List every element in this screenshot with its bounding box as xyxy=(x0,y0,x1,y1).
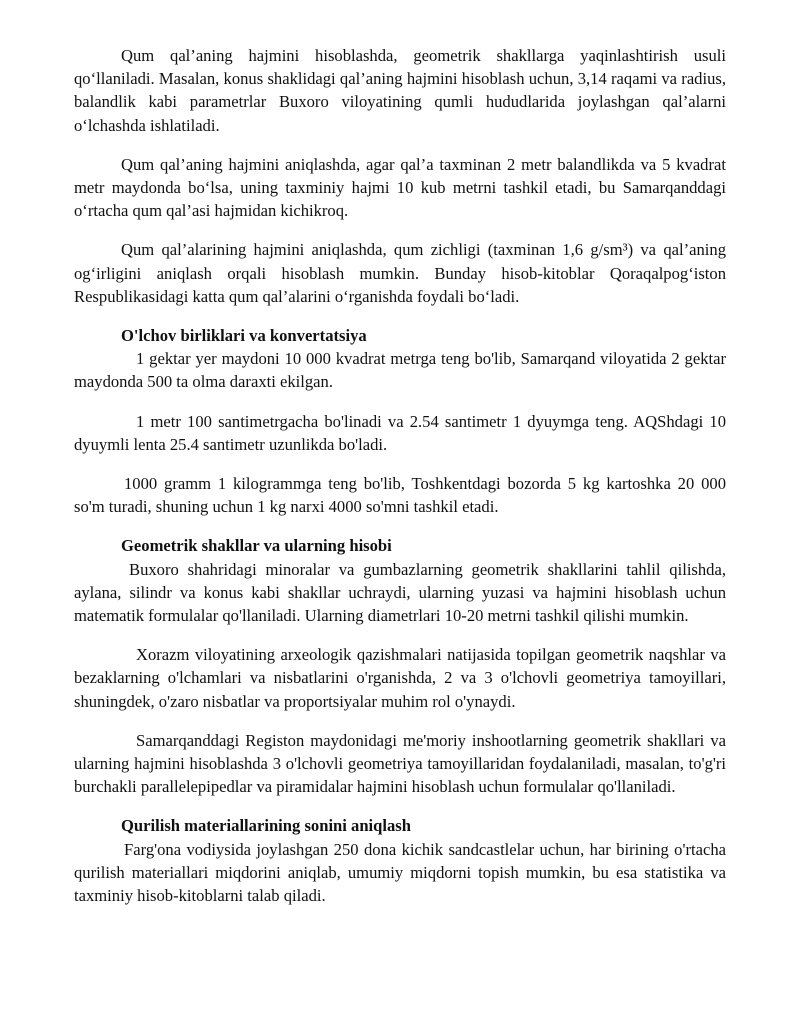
heading-geometric-shapes: Geometrik shakllar va ularning hisobi xyxy=(121,536,392,556)
paragraph-gram-kilogram: 1000 gramm 1 kilogrammga teng bo'lib, Toshkentdagi bozorda 5 kg kartoshka 20 000 so'm turadi, shuning uchun 1 kg narxi 4000 so'mni tashkil etadi. xyxy=(74,474,726,517)
paragraph-sand-density: Qum qal’alarining hajmini aniqlashda, qum zichligi (taxminan 1,6 g/sm³) va qal’aning og‘irligini aniqlash orqali hisoblash mumkin. Bunday hisob-kitoblar Qoraqalpog‘iston Respublikasidagi katta qum qal’alarini o‘rganishda foydali bo‘ladi. xyxy=(74,240,726,306)
paragraph-sandcastle-volume-example: Qum qal’aning hajmini aniqlashda, agar qal’a taxminan 2 metr balandlikda va 5 kvadrat metr maydonda bo‘lsa, uning taxminiy hajmi 10 kub metrni tashkil etadi, bu Samarqanddagi o‘rtacha qum qal’asi hajmidan kichikroq. xyxy=(74,154,726,221)
heading-building-materials: Qurilish materiallarining sonini aniqlash xyxy=(121,816,411,836)
paragraph-registan-geometry: Samarqanddagi Registon maydonidagi me'moriy inshootlarning geometrik shakllari va ularning hajmini hisoblashda 3 o'lchovli geometriya tamoyillaridan foydalaniladi, masalan, to'g'ri burchakli parallelepipedlar va piramidalar hajmini hisoblash uchun formulalar qo'llaniladi. xyxy=(74,730,726,797)
paragraph-khorezm-patterns: Xorazm viloyatining arxeologik qazishmalari natijasida topilgan geometrik naqshlar va bezaklarning o'lchamlari va nisbatlarini o'rganishda, 2 va 3 o'lchovli geometriya tamoyillari, shuningdek, o'zaro nisbatlar va proportsiyalar muhim rol o'ynaydi. xyxy=(74,645,726,711)
paragraph-sandcastle-volume-method: Qum qal’aning hajmini hisoblashda, geometrik shakllarga yaqinlashtirish usuli qo‘llaniladi. Masalan, konus shaklidagi qal’aning hajmini hisoblash uchun, 3,14 raqami va radius, balandlik kabi parametrlar Buxoro viloyatining qumli hududlarida joylashgan qal’alarni o‘lchashda ishlatiladi. xyxy=(74,46,726,135)
heading-units-conversion: O'lchov birliklari va konvertatsiya xyxy=(121,326,367,346)
paragraph-hectare: 1 gektar yer maydoni 10 000 kvadrat metrga teng bo'lib, Samarqand viloyatida 2 gektar maydonda 500 ta olma daraxti ekilgan. xyxy=(74,349,726,392)
paragraph-fergana-sandcastles: Farg'ona vodiysida joylashgan 250 dona kichik sandcastlelar uchun, har birining o'rtacha qurilish materiallari miqdorini aniqlab, umumiy miqdorni topish mumkin, bu esa statistika va taxminiy hisob-kitoblarni talab qiladi. xyxy=(74,839,726,906)
paragraph-meter-inch: 1 metr 100 santimetrgacha bo'linadi va 2.54 santimetr 1 dyuymga teng. AQShdagi 10 dyuymli lenta 25.4 santimetr uzunlikda bo'ladi. xyxy=(74,411,726,454)
paragraph-bukhara-minarets: Buxoro shahridagi minoralar va gumbazlarning geometrik shakllarini tahlil qilishda, aylana, silindr va konus kabi shakllar uchraydi, ularning yuzasi va hajmini hisoblash uchun matematik formulalar qo'llaniladi. Ularning diametrlari 10-20 metrni tashkil qilishi mumkin. xyxy=(74,559,726,626)
